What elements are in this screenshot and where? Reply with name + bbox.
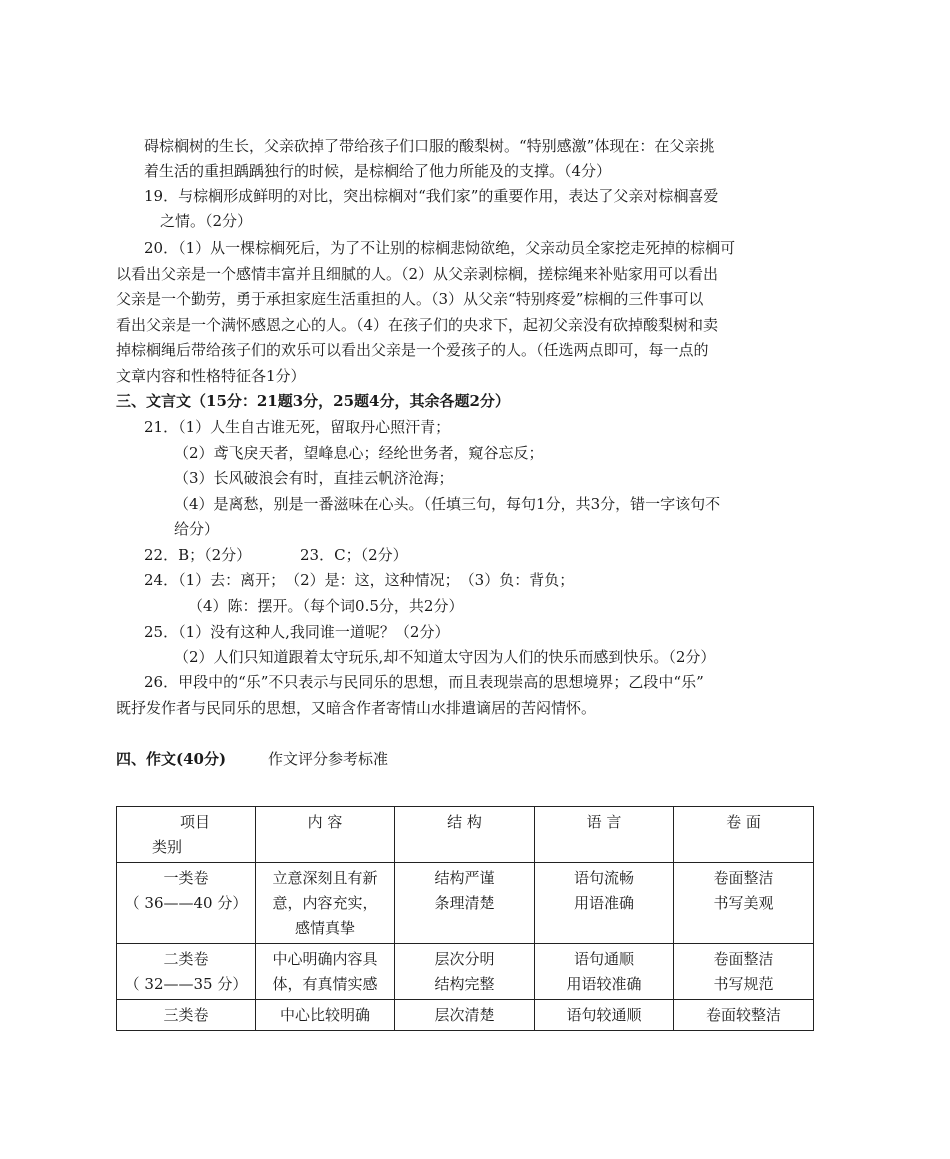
language-text: 语句通顺 — [573, 950, 634, 968]
language-text: 用语较准确 — [566, 975, 642, 993]
q19-answer-line-2: 之情。（2分） — [160, 212, 253, 230]
structure-text: 层次清楚 — [434, 1006, 495, 1024]
header-category-label: 类别 — [152, 838, 183, 856]
rubric-header-content — [256, 807, 395, 863]
content-text: 体，有真情实感 — [272, 975, 378, 993]
header-structure-label: 结 构 — [447, 813, 482, 831]
q23-answer: 23．C；（2分） — [300, 546, 408, 564]
content-text: 立意深刻且有新 — [272, 869, 378, 887]
rubric-language-cell — [535, 1000, 674, 1031]
category-name: 三类卷 — [163, 1006, 209, 1024]
q21-answer-4b: 给分） — [174, 520, 220, 538]
section-3-heading: 三、文言文（15分：21题3分，25题4分，其余各题2分） — [116, 392, 510, 410]
q25-answer-1: 25．（1）没有这种人,我同谁一道呢？（2分） — [144, 623, 450, 641]
rubric-structure-cell — [395, 1000, 535, 1031]
q25-answer-2: （2）人们只知道跟着太守玩乐,却不知道太守因为人们的快乐而感到快乐。（2分） — [174, 648, 716, 666]
category-name: 一类卷 — [163, 869, 209, 887]
rubric-header-neatness — [674, 807, 814, 863]
category-score-range: （ 32——35 分） — [124, 975, 248, 993]
structure-text: 结构完整 — [434, 975, 495, 993]
q21-answer-1: 21．（1）人生自古谁无死，留取丹心照汗青； — [144, 418, 451, 436]
neatness-text: 书写规范 — [713, 975, 774, 993]
rubric-row-class-3 — [117, 1000, 814, 1031]
rubric-row-class-2 — [117, 944, 814, 1000]
q21-answer-2: （2）鸢飞戾天者，望峰息心；经纶世务者，窥谷忘反； — [174, 444, 544, 462]
language-text: 用语准确 — [573, 894, 634, 912]
rubric-content-cell — [256, 944, 395, 1000]
rubric-content-cell — [256, 1000, 395, 1031]
header-neatness-label: 卷 面 — [726, 813, 761, 831]
structure-text: 结构严谨 — [434, 869, 495, 887]
section-4-subheading: 作文评分参考标准 — [268, 750, 389, 768]
language-text: 语句较通顺 — [566, 1006, 642, 1024]
rubric-neatness-cell — [674, 944, 814, 1000]
rubric-content-cell — [256, 863, 395, 944]
category-score-range: （ 36——40 分） — [124, 894, 248, 912]
neatness-text: 卷面较整洁 — [705, 1006, 781, 1024]
q19-answer-line-1: 19．与棕榈形成鲜明的对比，突出棕榈对“我们家”的重要作用，表达了父亲对棕榈喜爱 — [144, 187, 719, 205]
rubric-category-cell — [117, 863, 256, 944]
content-text: 感情真挚 — [294, 919, 355, 937]
rubric-structure-cell — [395, 863, 535, 944]
category-name: 二类卷 — [163, 950, 209, 968]
neatness-text: 卷面整洁 — [713, 869, 774, 887]
rubric-header-row — [117, 807, 814, 863]
content-text: 意，内容充实， — [272, 894, 378, 912]
q22-answer: 22．B；（2分） — [144, 546, 252, 564]
rubric-neatness-cell — [674, 1000, 814, 1031]
rubric-header-structure — [395, 807, 535, 863]
structure-text: 层次分明 — [434, 950, 495, 968]
q26-answer-2: 既抒发作者与民同乐的思想，又暗含作者寄情山水排遣谪居的苦闷情怀。 — [116, 699, 597, 717]
header-item-label: 项目 — [179, 813, 210, 831]
q24-answer-1: 24．（1）去：离开； （2）是：这，这种情况； （3）负：背负； — [144, 571, 575, 589]
content-text: 中心明确内容具 — [272, 950, 378, 968]
q20-answer-line-3: 父亲是一个勤劳，勇于承担家庭生活重担的人。（3）从父亲“特别疼爱”棕榈的三件事可以 — [116, 290, 704, 308]
rubric-neatness-cell — [674, 863, 814, 944]
q18-answer-line-1: 碍棕榈树的生长，父亲砍掉了带给孩子们口服的酸梨树。“特别感激”体现在：在父亲挑 — [144, 137, 715, 155]
essay-rubric-table — [116, 806, 814, 1031]
q21-answer-3: （3）长风破浪会有时，直挂云帆济沧海； — [174, 469, 454, 487]
rubric-category-cell — [117, 944, 256, 1000]
language-text: 语句流畅 — [573, 869, 634, 887]
q21-answer-4a: （4）是离愁，别是一番滋味在心头。（任填三句，每句1分，共3分，错一字该句不 — [174, 495, 721, 513]
q20-answer-line-5: 掉棕榈绳后带给孩子们的欢乐可以看出父亲是一个爱孩子的人。（任选两点即可，每一点的 — [116, 341, 709, 359]
q20-answer-line-2: 以看出父亲是一个感情丰富并且细腻的人。（2）从父亲剥棕榈，搓棕绳来补贴家用可以看出 — [116, 265, 719, 283]
rubric-header-item-category — [117, 807, 256, 863]
rubric-header-language — [535, 807, 674, 863]
neatness-text: 卷面整洁 — [713, 950, 774, 968]
q20-answer-line-1: 20．（1）从一棵棕榈死后，为了不让别的棕榈悲恸欲绝，父亲动员全家挖走死掉的棕榈可 — [144, 239, 736, 257]
neatness-text: 书写美观 — [713, 894, 774, 912]
header-language-label: 语 言 — [586, 813, 622, 831]
q20-answer-line-4: 看出父亲是一个满怀感恩之心的人。（4）在孩子们的央求下，起初父亲没有砍掉酸梨树和卖 — [116, 316, 719, 334]
content-text: 中心比较明确 — [279, 1006, 370, 1024]
q20-answer-line-6: 文章内容和性格特征各1分） — [116, 367, 306, 385]
rubric-language-cell — [535, 863, 674, 944]
rubric-category-cell — [117, 1000, 256, 1031]
header-content-label: 内 容 — [307, 813, 343, 831]
rubric-language-cell — [535, 944, 674, 1000]
q26-answer-1: 26．甲段中的“乐”不只表示与民同乐的思想，而且表现崇高的思想境界；乙段中“乐” — [144, 673, 704, 691]
q18-answer-line-2: 着生活的重担踽踽独行的时候，是棕榈给了他力所能及的支撑。（4分） — [144, 162, 612, 180]
section-4-heading: 四、作文(40分) — [116, 750, 227, 768]
rubric-row-class-1 — [117, 863, 814, 944]
q24-answer-2: （4）陈：摆开。（每个词0.5分，共2分） — [188, 597, 464, 615]
structure-text: 条理清楚 — [434, 894, 495, 912]
rubric-structure-cell — [395, 944, 535, 1000]
